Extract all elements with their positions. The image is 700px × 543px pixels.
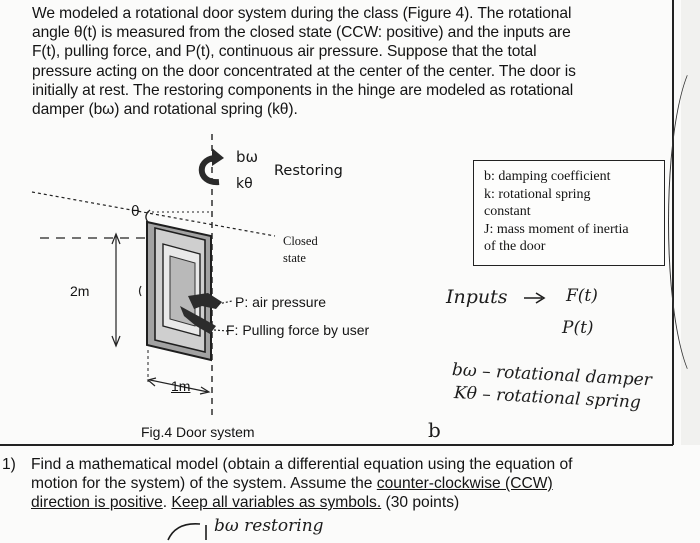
handwritten-inputs: Inputs (446, 286, 508, 308)
definition-item: constant (484, 204, 531, 219)
label-restoring: Restoring (274, 163, 343, 179)
problem-line: angle θ(t) is measured from the closed state (CCW: positive) and the inputs are (32, 24, 571, 42)
question-symbols-underlined: Keep all variables as symbols. (171, 494, 382, 511)
handwritten-circle (168, 524, 200, 540)
figure-caption: Fig.4 Door system (141, 424, 255, 440)
handwritten-input-f: F(t) (566, 286, 598, 306)
problem-line: damper (bω) and rotational spring (kθ). (32, 101, 298, 119)
handwritten-stray-mark: b (428, 418, 441, 442)
rotation-arrowhead (212, 148, 224, 166)
problem-line: pressure acting on the door concentrated at the center of the center. The door is (32, 62, 576, 80)
definition-item: J: mass moment of inertia (484, 221, 629, 237)
question-line-3-mid: . (162, 494, 172, 511)
air-pressure-arrow (188, 293, 222, 309)
closed-state-line-1: Closed (283, 234, 318, 248)
question-line-3 (31, 493, 459, 512)
question-line-2-text: motion for the system) of the system. Assume the (31, 475, 377, 492)
handwritten-damper-note: bω – rotational damper (451, 360, 653, 391)
question-line-2 (31, 474, 553, 493)
handwritten-spring-note: Kθ – rotational spring (453, 383, 642, 413)
question-line-1: Find a mathematical model (obtain a differential equation using the equation of (31, 456, 573, 473)
handwritten-bottom-note: bω restoring (214, 516, 324, 536)
question-points: (30 points) (381, 494, 460, 511)
theta-arc (146, 210, 150, 222)
problem-line: We modeled a rotational door system during the class (Figure 4). The rotational (32, 5, 572, 22)
question-ccw-underlined: counter-clockwise (CCW) (376, 475, 553, 492)
label-width: 1m (171, 378, 191, 394)
problem-line: initially at rest. The restoring components in the hinge are modeled as rotational (32, 81, 574, 99)
label-closed-state (283, 233, 318, 267)
problem-line: F(t), pulling force, and P(t), continuous air pressure. Suppose that the total (32, 43, 537, 61)
label-bw: bω (236, 148, 259, 166)
question-direction-underlined: direction is positive (31, 494, 163, 511)
closed-state-line-2: state (283, 251, 306, 265)
label-ktheta: kθ (236, 176, 253, 192)
definition-item: k: rotational spring (484, 186, 591, 202)
label-air-pressure: P: air pressure (235, 294, 327, 310)
definition-item: of the door (484, 239, 546, 254)
definition-item: b: damping coefficient (484, 169, 611, 184)
label-height: 2m (70, 283, 90, 299)
question-number: 1) (2, 456, 16, 473)
definitions-box (473, 160, 665, 266)
label-pulling-force: F: Pulling force by user (226, 322, 370, 338)
label-theta: θ (131, 204, 140, 220)
handwritten-input-p: P(t) (562, 318, 594, 338)
